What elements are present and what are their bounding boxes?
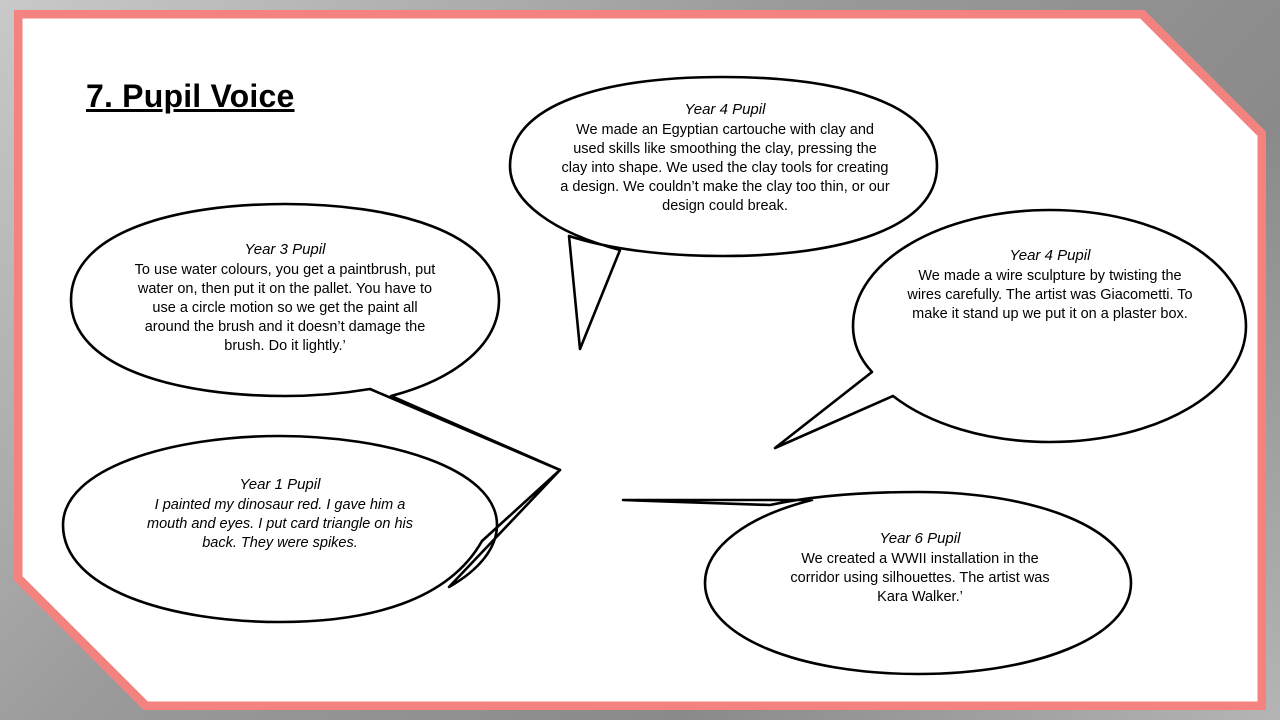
bubble-speaker: Year 4 Pupil <box>1009 247 1091 264</box>
bubble-text-year4-wire <box>905 246 1195 324</box>
bubble-body: To use water colours, you get a paintbrush, put water on, then put it on the pallet. You have to use a circle motion so we get the paint all around the brush and it doesn’t damage the brush. Do it lightly.’ <box>134 261 436 355</box>
bubble-speaker: Year 3 Pupil <box>244 241 326 258</box>
bubble-body: We created a WWII installation in the corridor using silhouettes. The artist was Kara Walker.’ <box>790 550 1050 606</box>
bubble-body: We made a wire sculpture by twisting the wires carefully. The artist was Giacometti. To make it stand up we put it on a plaster box. <box>907 267 1193 323</box>
page-title: 7. Pupil Voice <box>86 78 295 114</box>
bubble-text-year6 <box>780 529 1060 607</box>
bubble-text-year3 <box>130 240 440 356</box>
bubble-text-year4-clay <box>560 100 890 216</box>
bubble-text-year1 <box>135 475 425 553</box>
bubble-speaker: Year 1 Pupil <box>239 476 321 493</box>
bubble-body: We made an Egyptian cartouche with clay and used skills like smoothing the clay, pressing the clay into shape. We used the clay tools for creating a design. We couldn’t make the clay too thin, or our design could break. <box>560 121 890 215</box>
bubble-speaker: Year 6 Pupil <box>879 530 961 547</box>
bubble-speaker: Year 4 Pupil <box>684 101 766 118</box>
bubble-body: I painted my dinosaur red. I gave him a mouth and eyes. I put card triangle on his back. They were spikes. <box>147 496 413 552</box>
